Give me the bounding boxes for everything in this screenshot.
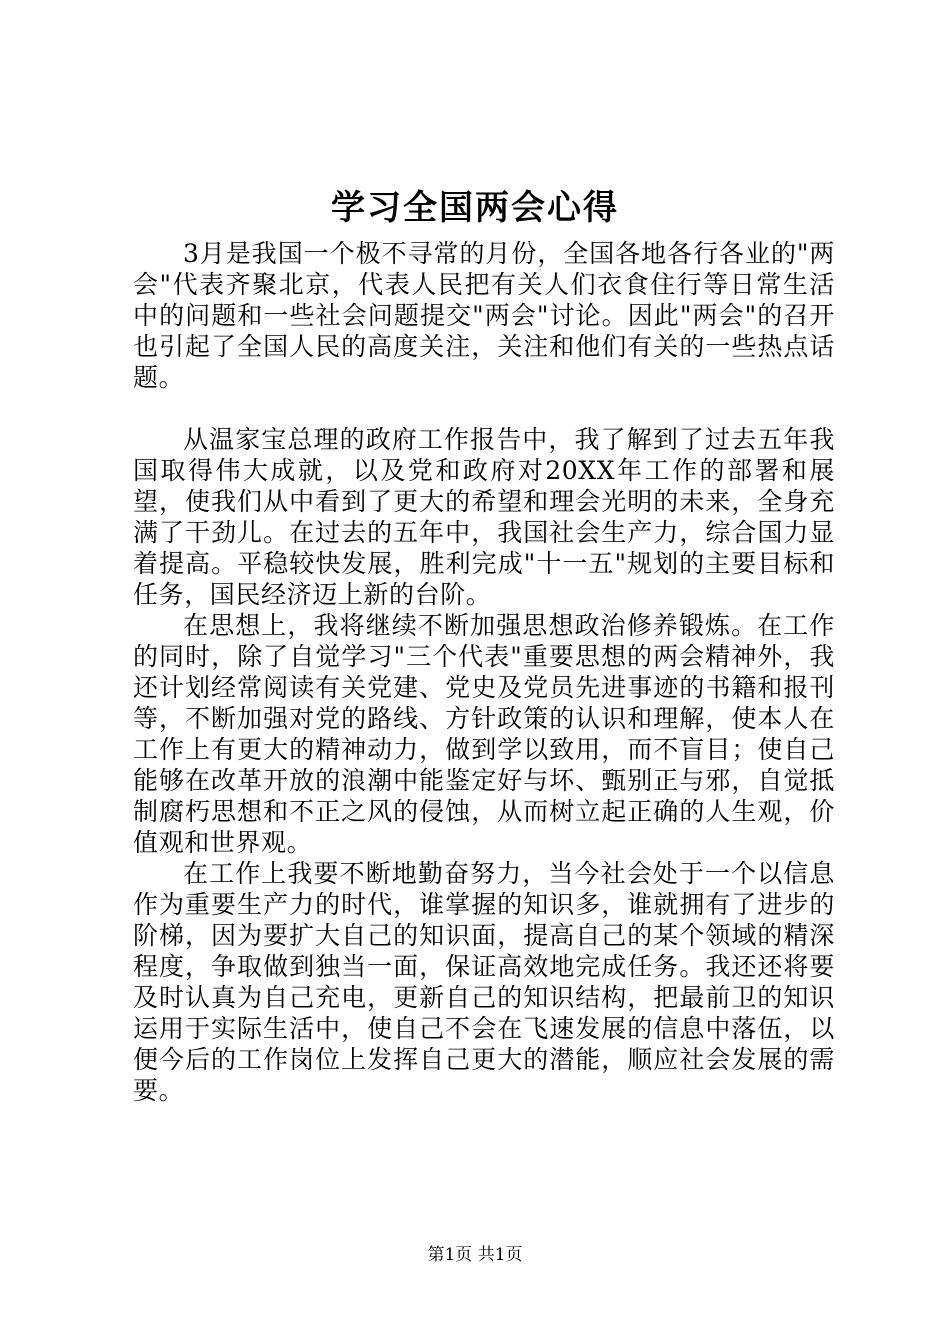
paragraph-4: 在工作上我要不断地勤奋努力，当今社会处于一个以信息作为重要生产力的时代，谁掌握的知识多，谁就拥有了进步的阶梯，因为要扩大自己的知识面，提高自己的某个领域的精深程度，争取做到独当一面，保证高效地完成任务。我还还将要及时认真为自己充电，更新自己的知识结构，把最前卫的知识运用于实际生活中，使自己不会在飞速发展的信息中落伍，以便今后的工作岗位上发挥自己更大的潜能，顺应社会发展的需要。 [133,859,835,1105]
paragraph-1: 3月是我国一个极不寻常的月份，全国各地各行各业的"两会"代表齐聚北京，代表人民把有关人们衣食住行等日常生活中的问题和一些社会问题提交"两会"讨论。因此"两会"的召开也引起了全国人民的高度关注，关注和他们有关的一些热点话题。 [133,239,835,392]
document-body [133,238,835,1106]
paragraph-2: 从温家宝总理的政府工作报告中，我了解到了过去五年我国取得伟大成就，以及党和政府对20XX年工作的部署和展望，使我们从中看到了更大的希望和理会光明的未来，全身充满了干劲儿。在过去的五年中，我国社会生产力，综合国力显着提高。平稳较快发展，胜利完成"十一五"规划的主要目标和任务，国民经济迈上新的台阶。 [133,425,835,609]
page-footer: 第1页 共1页 [427,1245,523,1265]
document-title: 学习全国两会心得 [331,188,619,228]
paragraph-3: 在思想上，我将继续不断加强思想政治修养锻炼。在工作的同时，除了自觉学习"三个代表"重要思想的两会精神外，我还计划经常阅读有关党建、党史及党员先进事迹的书籍和报刊等，不断加强对党的路线、方针政策的认识和理解，使本人在工作上有更大的精神动力，做到学以致用，而不盲目；使自己能够在改革开放的浪潮中能鉴定好与坏、甄别正与邪，自觉抵制腐朽思想和不正之风的侵蚀，从而树立起正确的人生观，价值观和世界观。 [133,611,835,857]
